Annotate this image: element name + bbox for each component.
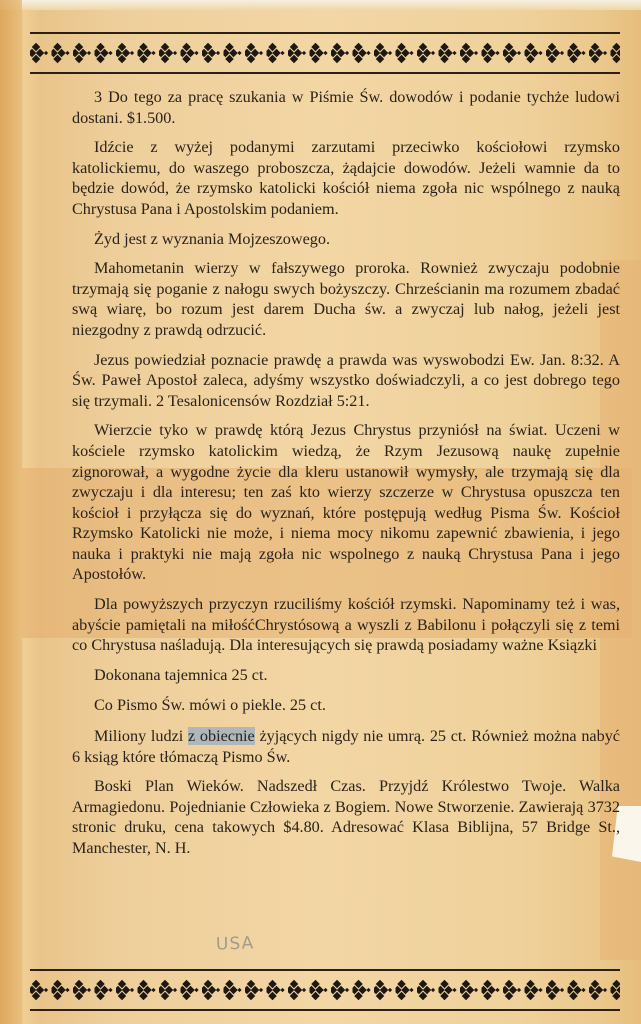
paper-top-edge	[0, 0, 641, 10]
handwritten-note: USA	[215, 933, 255, 955]
border-line	[30, 72, 620, 74]
document-body	[72, 87, 620, 868]
paragraph: Dla powyższych przyczyn rzuciliśmy kościół rzymski. Napominamy też i was, abyście pamiętali na miłośćChrystósową a wyszli z Babilonu i połączyli się z temi co Chrystusa naśladują. Dla interesujących się prawdą posiadamy ważne Ksiązki	[72, 595, 620, 655]
book-item: Dokonana tajemnica 25 ct.	[94, 665, 268, 684]
ornamental-border-top	[30, 32, 620, 74]
millions-paragraph	[72, 726, 620, 767]
paragraph: Mahometanin wierzy w fałszywego proroka. Rownież zwyczaju podobnie trzymają się poganie z nałogu swych bożyszczy. Chrześcianin ma rozumem zbadać swą wiarę, bo rozum jest darem Ducha św. a zwyczaj lub nałog, jeżeli jest niezgodny z prawdą odrzucić.	[72, 259, 620, 339]
diamond-pattern-icon	[30, 41, 620, 65]
border-line	[30, 1009, 620, 1011]
closing-paragraph: Boski Plan Wieków. Nadszedł Czas. Przyjdź Królestwo Twoje. Walka Armagiedonu. Pojednianie Człowieka z Bogiem. Nowe Stworzenie. Zawierają 3732 stronic druku, cena takowych $4.80. Adresować Klasa Biblijna, 57 Bridge St., Manchester, N. H.	[72, 777, 620, 857]
paper-left-fold	[0, 0, 22, 1024]
paragraph: Żyd jest z wyznania Mojzeszowego.	[94, 229, 330, 248]
paragraph: Jezus powiedział poznacie prawdę a prawda was wyswobodzi Ew. Jan. 8:32. A Św. Paweł Apostoł zaleca, adyśmy wszystko doświadczyli, a co jest dobrego tego się trzymali. 2 Tesalonicensów Rozdział 5:21.	[72, 350, 620, 410]
border-line	[30, 969, 620, 971]
millions-text-before: Miliony ludzi	[94, 727, 188, 746]
millions-text-after: żyjących nigdy nie umrą. 25 ct. Również można nabyć 6 ksiąg które tłómaczą Pismo Św.	[72, 727, 620, 766]
book-item: Co Pismo Św. mówi o piekle. 25 ct.	[94, 696, 326, 715]
paragraph: 3 Do tego za pracę szukania w Piśmie Św. dowodów i podanie tychże ludowi dostani. $1.500.	[72, 88, 620, 127]
ornamental-border-bottom	[30, 969, 620, 1011]
highlighted-text: z obiecnie	[187, 727, 255, 746]
border-line	[30, 32, 620, 34]
paragraph: Wierzcie tyko w prawdę którą Jezus Chrystus przyniósł na świat. Uczeni w kościele rzymsko katolickim wiedzą, że Rzym Jezusową naukę zupełnie zignorował, a wygodne życie dla kleru ustanowił wymysły, ale trzymają się dla zwyczaju i dla interesu; ten zaś kto wierzy szczerze w Chrystusa opuszcza ten kościoł i przyłącza się do wyznań, które postępują według Pisma Św. Kościoł Rzymsko Katolicki nie może, i niema mocy nikomu zapewnić zbawienia, i jego nauka i praktyki nie mają zgoła nic wspolnego z nauką Chrystusa Pana i jego Apostołów.	[72, 421, 620, 584]
diamond-pattern-icon	[30, 978, 620, 1002]
paragraph: Idźcie z wyżej podanymi zarzutami przeciwko kościołowi rzymsko katolickiemu, do waszego proboszcza, żądajcie dowodów. Jeżeli wamnie da to będzie dowód, że rzymsko katolicki kościół niema zgoła nic wspólnego z nauką Chrystusa Pana i Apostolskim podaniem.	[72, 138, 620, 218]
